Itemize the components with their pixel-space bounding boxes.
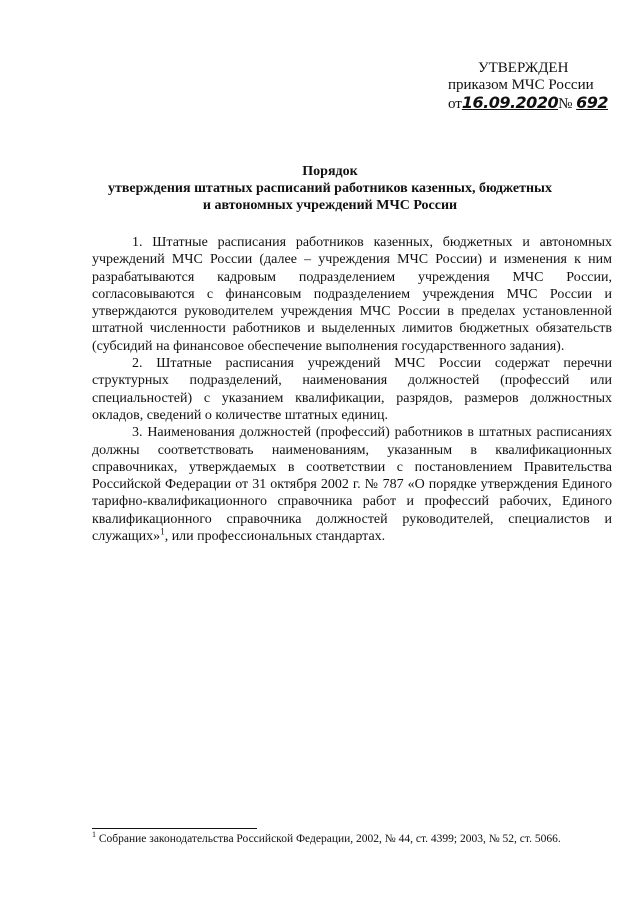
approval-date-handwritten: 16.09.2020 — [461, 93, 559, 112]
paragraph-3-tail: , или профессиональных стандартах. — [164, 529, 386, 545]
approval-date-prefix: от — [448, 96, 462, 112]
approval-word: УТВЕРЖДЕН — [478, 60, 569, 76]
approval-number-sign: № — [558, 96, 573, 112]
footnote — [92, 832, 612, 846]
paragraph-3 — [92, 424, 612, 545]
paragraph-2: 2. Штатные расписания учреждений МЧС России содержат перечни структурных подразделений, наименования должностей (профессий или специальностей) с указанием квалификации, разрядов, размеров должностных окладов, сведений о количестве штатных единиц. — [92, 356, 612, 423]
document-title — [60, 163, 600, 214]
title-line-2: утверждения штатных расписаний работников казенных, бюджетных — [107, 181, 552, 196]
paragraph-3-text: 3. Наименования должностей (профессий) работников в штатных расписаниях должны соответствовать наименованиям, указанным в квалификационных справочниках, утверждаемых в соответствии с постановлением Правительства Российской Федерации от 31 октября 2002 г. № 787 «О порядке утверждения Единого тарифно-квалификационного справочника работ и профессий рабочих, Единого квалификационного справочника должностей руководителей, специалистов и служащих» — [92, 425, 612, 545]
title-line-3: и автономных учреждений МЧС России — [202, 198, 458, 213]
approval-order-line: приказом МЧС России — [448, 77, 594, 93]
title-line-1: Порядок — [302, 164, 358, 179]
footnote-divider — [92, 828, 257, 829]
document-body — [92, 234, 612, 545]
footnote-text: Собрание законодательства Российской Федерации, 2002, № 44, ст. 4399; 2003, № 52, ст. 5066. — [98, 833, 561, 845]
approval-number-handwritten: 692 — [576, 93, 609, 112]
approval-stamp — [448, 60, 608, 113]
approval-date-line — [448, 94, 608, 113]
paragraph-1: 1. Штатные расписания работников казенных, бюджетных и автономных учреждений МЧС России (далее – учреждения МЧС России) и изменения к ним разрабатываются кадровым подразделением учреждения МЧС России, согласовываются с финансовым подразделением учреждения МЧС России и утверждаются руководителем учреждения МЧС России в пределах установленной штатной численности работников и выделенных лимитов бюджетных обязательств (субсидий на финансовое обеспечение выполнения государственного задания). — [92, 235, 612, 354]
footnote-reference: 1 — [160, 526, 165, 537]
footnote-mark: 1 — [92, 830, 96, 840]
